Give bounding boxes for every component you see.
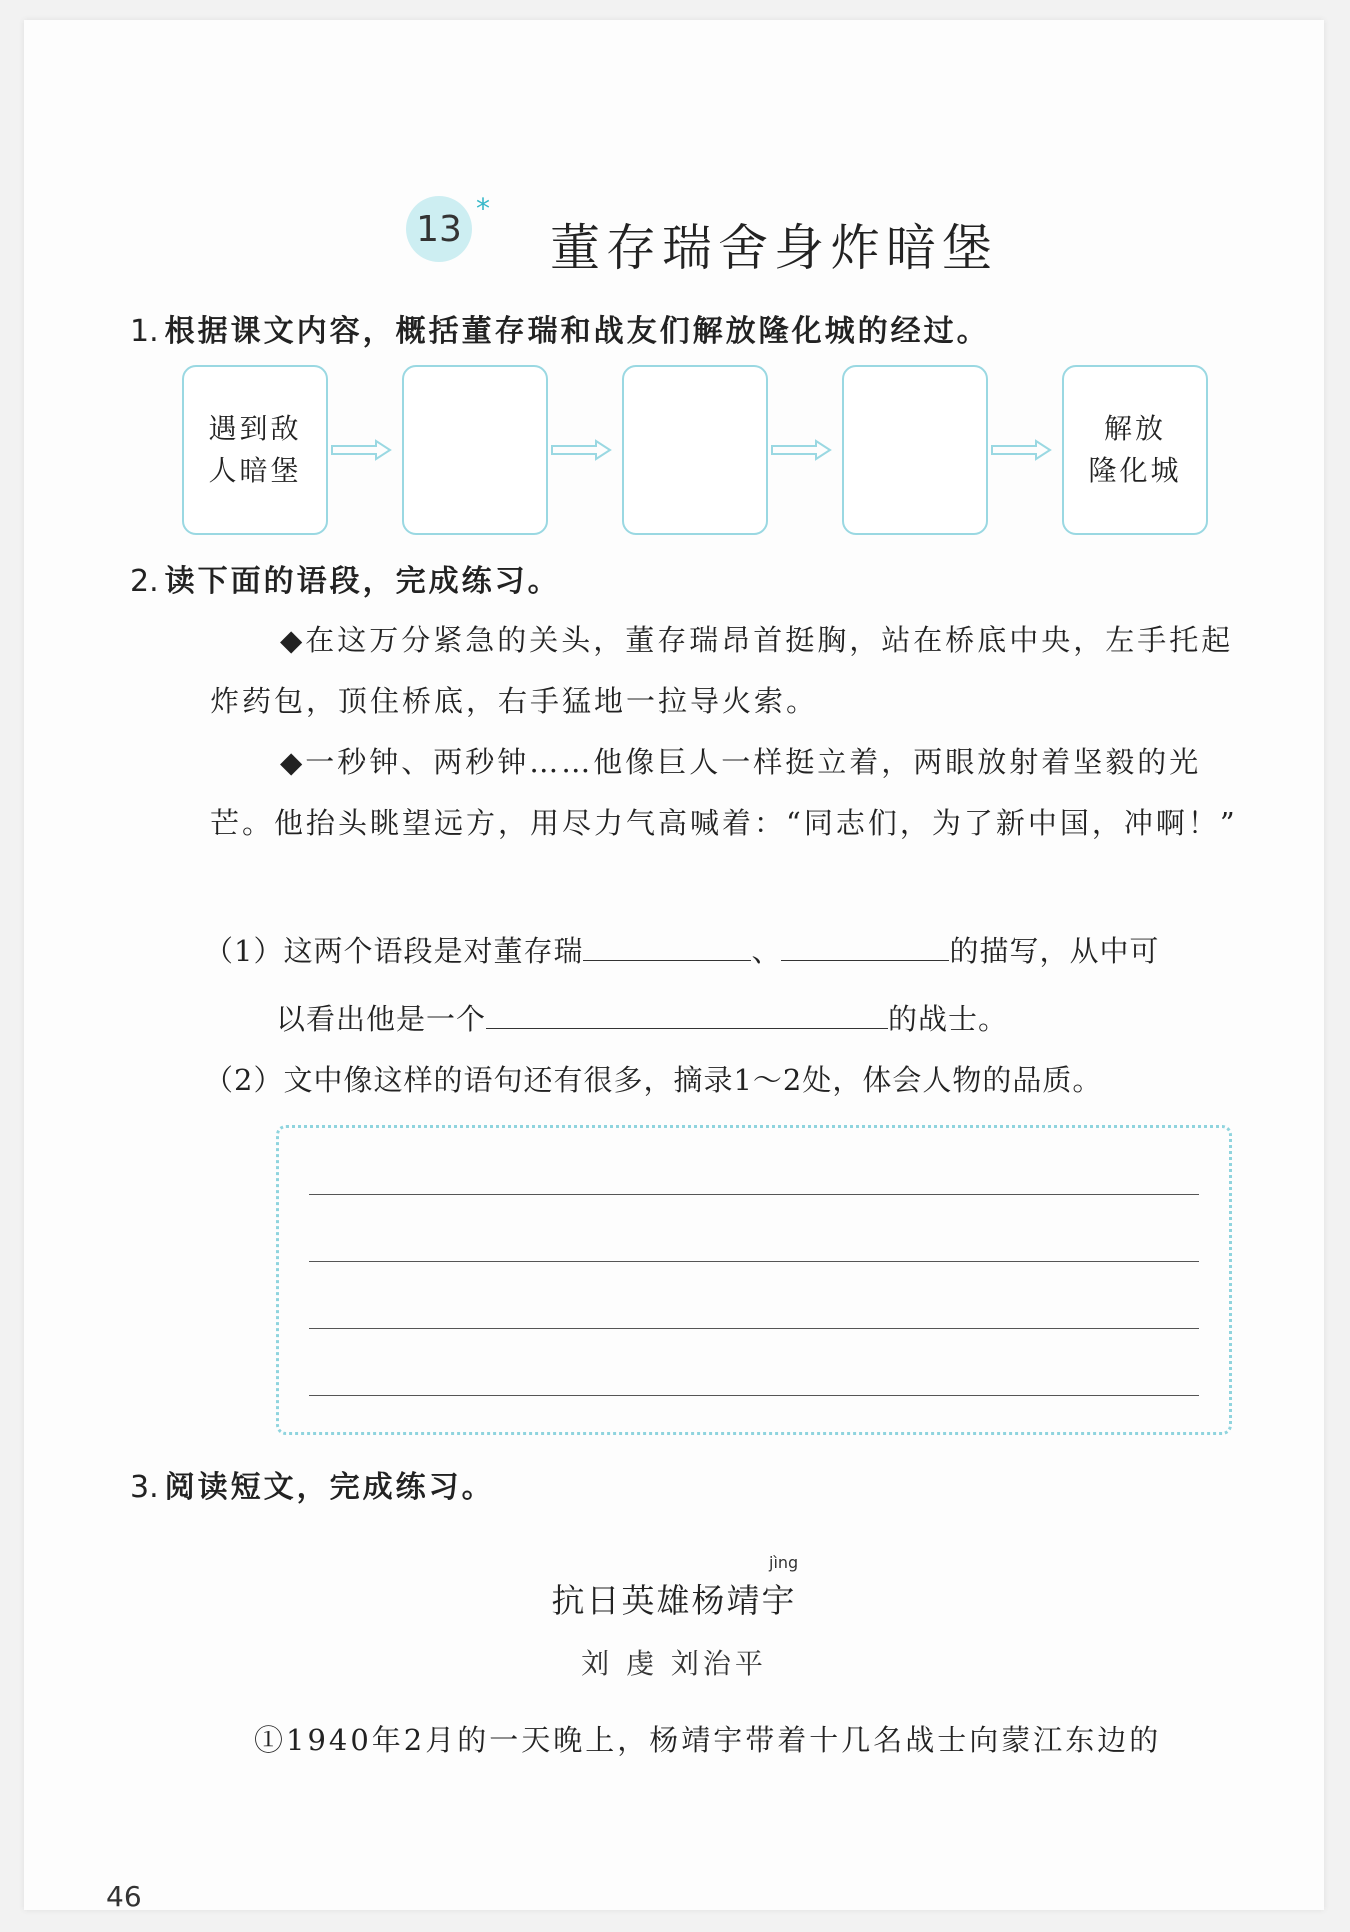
flow-box-4[interactable] — [842, 365, 988, 535]
answer-blank-3[interactable] — [486, 996, 888, 1029]
question-2-prompt: 读下面的语段，完成练习。 — [164, 564, 561, 599]
page-number: 46 — [106, 1880, 142, 1913]
arrow-right-icon — [990, 438, 1052, 462]
flow-box-5-line2: 隆化城 — [1088, 454, 1182, 487]
flow-box-1 — [182, 365, 328, 535]
sub-question-1-text-c: 以看出他是一个 — [276, 1002, 487, 1036]
story-title: 抗日英雄杨靖宇 — [551, 1581, 797, 1620]
sub-question-2-number: （2） — [204, 1063, 284, 1097]
question-3-prompt: 阅读短文，完成练习。 — [164, 1470, 495, 1505]
sub-question-1-text-d: 的战士。 — [888, 1002, 1009, 1036]
flow-box-1-line2: 人暗堡 — [208, 454, 302, 487]
sub-question-2-text: 文中像这样的语句还有很多，摘录1～2处，体会人物的品质。 — [283, 1063, 1103, 1097]
sub-question-1-text-b: 的描写，从中可 — [949, 934, 1160, 968]
sub-question-2 — [204, 1058, 1102, 1099]
question-2-number: 2. — [130, 564, 159, 599]
passage-paragraph-2: ◆一秒钟、两秒钟……他像巨人一样挺立着，两眼放射着坚毅的光芒。他抬头眺望远方，用尽力气高喊着：“同志们，为了新中国，冲啊！” — [210, 745, 1238, 840]
workbook-page — [24, 20, 1324, 1913]
question-1-prompt: 根据课文内容，概括董存瑞和战友们解放隆化城的经过。 — [164, 314, 990, 349]
sub-question-1 — [204, 928, 1160, 970]
question-3-number: 3. — [130, 1470, 159, 1505]
flow-box-2[interactable] — [402, 365, 548, 535]
arrow-right-icon — [550, 438, 612, 462]
arrow-right-icon — [330, 438, 392, 462]
question-2 — [130, 556, 561, 600]
question-1 — [130, 306, 990, 350]
story-authors: 刘 虔 刘治平 — [581, 1647, 767, 1680]
flow-box-3[interactable] — [622, 365, 768, 535]
answer-line[interactable] — [309, 1261, 1199, 1262]
flow-box-5 — [1062, 365, 1208, 535]
pinyin-annotation: jìng — [769, 1553, 799, 1572]
flow-box-5-line1: 解放 — [1103, 412, 1166, 445]
passage-paragraph-1: ◆在这万分紧急的关头，董存瑞昂首挺胸，站在桥底中央，左手托起炸药包，顶住桥底，右手猛地一拉导火索。 — [210, 623, 1234, 718]
answer-area[interactable] — [276, 1125, 1232, 1435]
sub-question-1-number: （1） — [204, 934, 284, 968]
story-first-line: ①1940年2月的一天晚上，杨靖宇带着十几名战士向蒙江东边的 — [254, 1723, 1162, 1757]
answer-line[interactable] — [309, 1395, 1199, 1396]
answer-blank-2[interactable] — [781, 928, 949, 961]
sub-question-1-continued — [276, 996, 1008, 1038]
question-1-number: 1. — [130, 314, 159, 349]
star-mark: * — [476, 192, 490, 225]
sub-question-1-text-a: 这两个语段是对董存瑞 — [283, 934, 584, 968]
arrow-right-icon — [770, 438, 832, 462]
answer-blank-1[interactable] — [583, 928, 751, 961]
answer-line[interactable] — [309, 1194, 1199, 1195]
lesson-title: 董存瑞舍身炸暗堡 — [550, 219, 998, 277]
sub-question-1-separator: 、 — [751, 934, 782, 968]
lesson-number-badge: 13 — [406, 196, 472, 262]
question-3 — [130, 1462, 495, 1506]
answer-line[interactable] — [309, 1328, 1199, 1329]
flow-box-1-line1: 遇到敌 — [208, 412, 302, 445]
